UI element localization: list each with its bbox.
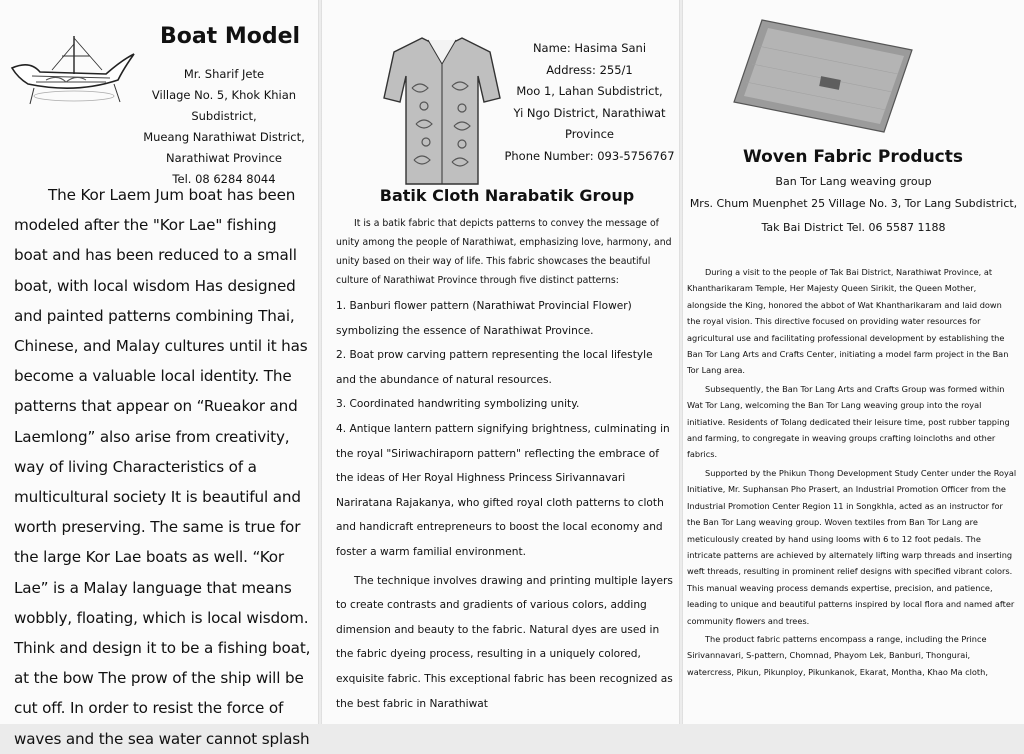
woven-paragraph: The product fabric patterns encompass a range, including the Prince Sirivannavari, S-pattern, Chomnad, Phayom Lek, Banburi, Thongurai, watercress, Pikun, Pikunploy, Pikunkanok, Ekarat, Montha, Khao Ma cloth, — [687, 633, 988, 677]
batik-cloth-panel — [322, 0, 679, 724]
batik-pattern-item: 4. Antique lantern pattern signifying brightness, culminating in the royal "Siriwachiraporn pattern" reflecting the embrace of the ideas of Her Royal Highness Princess Sirivannavari Nariratana Rajakanya, who gifted royal cloth patterns to cloth and handicraft entrepreneurs to boost the local economy and foster a warm familial environment. — [336, 422, 670, 558]
contact-line: Name: Hasima Sani — [532, 41, 647, 55]
boat-model-contact — [118, 64, 330, 190]
contact-line: Mr. Sharif Jete — [183, 67, 265, 81]
boat-model-panel — [0, 0, 318, 748]
batik-pattern-item: 3. Coordinated handwriting symbolizing unity. — [336, 398, 580, 411]
contact-line: Tak Bai District Tel. 06 5587 1188 — [761, 221, 946, 234]
batik-contact — [497, 38, 682, 167]
contact-line: Mueang Narathiwat District, — [143, 130, 305, 144]
batik-title: Batik Cloth Narabatik Group — [379, 186, 635, 205]
batik-pattern-item: 1. Banburi flower pattern (Narathiwat Provincial Flower) symbolizing the essence of Narathiwat Province. — [336, 300, 632, 337]
batik-description — [336, 214, 674, 716]
contact-line: Narathiwat Province — [166, 151, 282, 165]
boat-model-body-text: The Kor Laem Jum boat has been modeled after the "Kor Lae" fishing boat and has been reduced to a small boat, with local wisdom Has designed and painted patterns combining Thai, Chinese, and Malay cultures until it has become a valuable local identity. The patterns that appear on “Rueakor and Laemlong” also arise from creativity, way of living Characteristics of a multicultural society It is beautiful and worth preserving. The same is true for the large Kor Lae boats as well. “Kor Lae” is a Malay language that means wobbly, floating, which is local wisdom. Think and design it to be a fishing boat, at the bow The prow of the ship will be cut off. In order to resist the force of waves and the sea water cannot splash — [14, 186, 311, 748]
woven-paragraph: During a visit to the people of Tak Bai District, Narathiwat Province, at Khantharikaram Temple, Her Majesty Queen Sirikit, the Queen Mother, alongside the King, honored the abbot of Wat Khantharikaram and laid down the royal vision. This directive focused on providing water resources for agricultural use and facilitating professional development by establishing the Ban Tor Lang Arts and Crafts Center, initiating a model farm project in the Ban Tor Lang area. — [687, 267, 1009, 376]
boat-model-title: Boat Model — [159, 24, 301, 49]
boat-model-description — [14, 180, 314, 754]
woven-fabric-panel — [683, 0, 1024, 724]
contact-line: Phone Number: 093-5756767 — [504, 148, 675, 163]
contact-line: Yi Ngo District, Narathiwat Province — [513, 105, 666, 141]
woven-fabric-photo — [728, 16, 918, 136]
contact-line: Tel. 08 6284 8044 — [172, 172, 276, 186]
contact-line: Address: 255/1 — [546, 62, 633, 77]
contact-line: Village No. 5, Khok Khian Subdistrict, — [151, 88, 297, 123]
woven-paragraph: Subsequently, the Ban Tor Lang Arts and Crafts Group was formed within Wat Tor Lang, welcoming the Ban Tor Lang weaving group into the royal initiative. Residents of Tolang dedicated their leisure time, post rubber tapping and farming, to congregate in weaving groups crafting loincloths and other fabrics. — [687, 383, 1010, 460]
batik-shirt-photo — [382, 28, 502, 188]
woven-fabric-contact — [683, 172, 1024, 240]
contact-line: Ban Tor Lang weaving group — [775, 175, 932, 188]
batik-intro: It is a batik fabric that depicts patterns to convey the message of unity among the people of Narathiwat, emphasizing love, harmony, and unity based on their way of life. This fabric showcases the beautiful culture of Narathiwat Province through five distinct patterns: — [336, 218, 672, 286]
contact-line: Moo 1, Lahan Subdistrict, — [516, 84, 663, 98]
woven-fabric-title: Woven Fabric Products — [742, 147, 964, 167]
woven-fabric-description — [687, 264, 1017, 682]
contact-line: Mrs. Chum Muenphet 25 Village No. 3, Tor Lang Subdistrict, — [689, 197, 1018, 210]
batik-technique: The technique involves drawing and printing multiple layers to create contrasts and gradients of various colors, adding dimension and beauty to the fabric. Natural dyes are used in the fabric dyeing process, resulting in a uniquely colored, exquisite fabric. This exceptional fabric has been recognized as the best fabric in Narathiwat — [336, 574, 673, 710]
woven-paragraph: Supported by the Phikun Thong Development Study Center under the Royal Initiative, Mr. Suphansan Pho Prasert, an Industrial Promotion Officer from the Industrial Promotion Center Region 11 in Songkhla, acted as an instructor for the Ban Tor Lang weaving group. Woven textiles from Ban Tor Lang are meticulously created by hand using looms with 6 to 12 foot pedals. The intricate patterns are achieved by alternately lifting warp threads and inserting weft threads, resulting in prominent relief designs with specified vibrant colors. This manual weaving process demands expertise, precision, and patience, leading to unique and beautiful patterns inspired by local flora and named after community flowers and trees. — [687, 467, 1017, 626]
batik-pattern-item: 2. Boat prow carving pattern representing the local lifestyle and the abundance of natural resources. — [336, 349, 653, 386]
